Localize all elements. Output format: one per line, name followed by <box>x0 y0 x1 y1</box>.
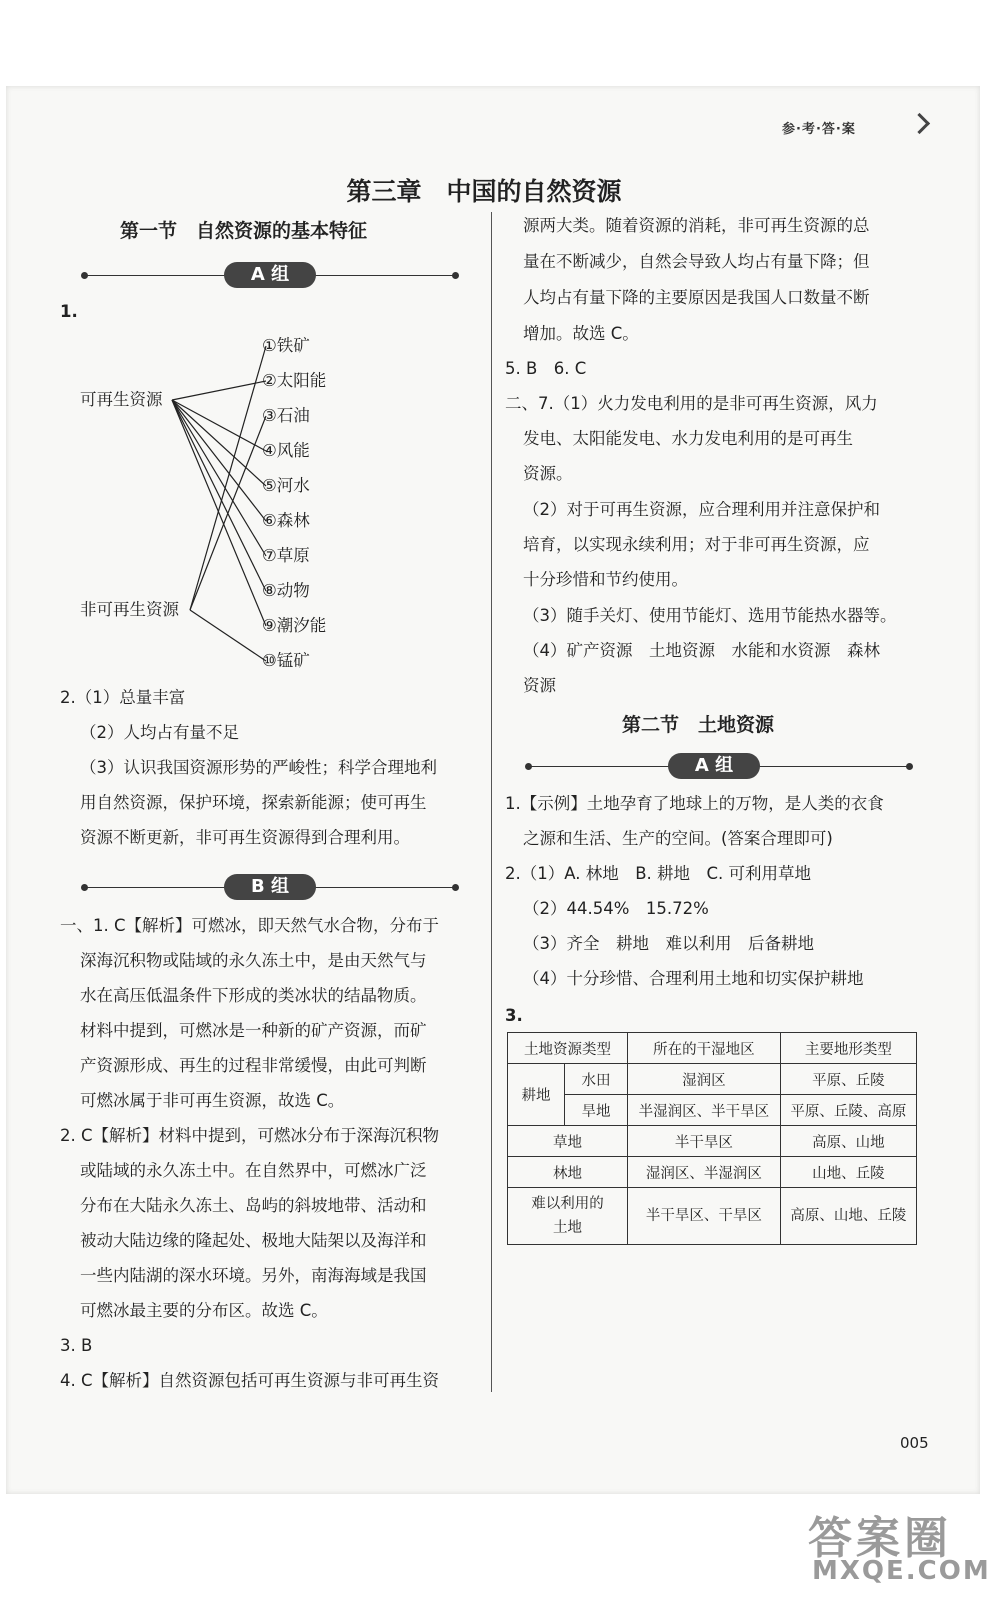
table-row <box>508 1126 917 1157</box>
table-row <box>508 1157 917 1188</box>
s2-line: 1.【示例】土地孕育了地球上的万物，是人类的衣食 <box>505 794 884 813</box>
table-cell: 平原、丘陵、高原 <box>780 1095 916 1126</box>
item-7: ⑦草原 <box>262 546 310 565</box>
table-header: 土地资源类型 <box>508 1033 628 1064</box>
line-nonrenew-10 <box>190 610 266 661</box>
item-6: ⑥森林 <box>262 511 310 530</box>
r-line: （3）随手关灯、使用节能灯、选用节能热水器等。 <box>523 606 897 625</box>
group-a-badge: A 组 <box>224 262 316 288</box>
label-nonrenewable: 非可再生资源 <box>80 600 179 619</box>
s2-line: （4）十分珍惜、合理利用土地和切实保护耕地 <box>523 969 864 988</box>
line-renew-6 <box>172 400 266 521</box>
b-line: 被动大陆边缘的隆起处、极地大陆架以及海洋和 <box>80 1231 427 1250</box>
b-line: 可燃冰最主要的分布区。故选 C。 <box>80 1301 328 1320</box>
table-header-row <box>508 1033 917 1064</box>
table-cell: 湿润区、半湿润区 <box>628 1157 781 1188</box>
b-line: 4. C【解析】自然资源包括可再生资源与非可再生资 <box>60 1371 440 1390</box>
r-line: 5. B 6. C <box>505 359 587 378</box>
item-2: ②太阳能 <box>262 371 327 390</box>
b-line: 2. C【解析】材料中提到，可燃冰分布于深海沉积物 <box>60 1126 440 1145</box>
r-line: 源两大类。随着资源的消耗，非可再生资源的总 <box>523 216 870 235</box>
table-cell: 难以利用的土地 <box>508 1188 628 1245</box>
r-line: 量在不断减少，自然会导致人均占有量下降；但 <box>523 252 870 271</box>
line-renew-8 <box>172 400 266 591</box>
table-header: 主要地形类型 <box>780 1033 916 1064</box>
table-cell: 旱地 <box>565 1095 628 1126</box>
b-line: 或陆域的永久冻土中。在自然界中，可燃冰广泛 <box>80 1161 427 1180</box>
s2-line: 之源和生活、生产的空间。(答案合理即可) <box>523 829 833 848</box>
q1-number: 1. <box>60 302 78 321</box>
s2-line: （3）齐全 耕地 难以利用 后备耕地 <box>523 934 814 953</box>
q2-line: 用自然资源，保护环境，探索新能源；使可再生 <box>80 793 427 812</box>
r-line: 十分珍惜和节约使用。 <box>523 570 688 589</box>
item-5: ⑤河水 <box>262 476 310 495</box>
line-renew-9 <box>172 400 266 626</box>
q2-line: （2）人均占有量不足 <box>80 723 239 742</box>
item-4: ④风能 <box>262 441 310 460</box>
table-cell: 林地 <box>508 1157 628 1188</box>
item-3: ③石油 <box>262 406 310 425</box>
table-cell: 平原、丘陵 <box>780 1064 916 1095</box>
watermark-logo: 答案圈 <box>808 1513 952 1564</box>
item-1: ①铁矿 <box>262 336 310 355</box>
r-line: 资源 <box>523 676 556 695</box>
item-9: ⑨潮汐能 <box>262 616 327 635</box>
b-line: 产资源形成、再生的过程非常缓慢，由此可判断 <box>80 1056 427 1075</box>
table-cell: 高原、山地 <box>780 1126 916 1157</box>
r-line: 发电、太阳能发电、水力发电利用的是可再生 <box>523 429 853 448</box>
b-line: 深海沉积物或陆域的永久冻土中，是由天然气与 <box>80 951 427 970</box>
section2-title: 第二节 土地资源 <box>622 714 775 736</box>
line-renew-2 <box>172 381 266 400</box>
page-number: 005 <box>900 1434 929 1452</box>
q2-line: （3）认识我国资源形势的严峻性；科学合理地利 <box>80 758 437 777</box>
table-cell: 高原、山地、丘陵 <box>780 1188 916 1245</box>
r-line: （2）对于可再生资源，应合理利用并注意保护和 <box>523 500 880 519</box>
table-cell: 草地 <box>508 1126 628 1157</box>
watermark-url: MXQE.COM <box>812 1556 991 1586</box>
b-line: 3. B <box>60 1336 93 1355</box>
table-cell: 水田 <box>565 1064 628 1095</box>
r-line: 二、7.（1）火力发电利用的是非可再生资源，风力 <box>505 394 878 413</box>
s2-line: 3. <box>505 1006 523 1025</box>
r-line: 资源。 <box>523 464 573 483</box>
table-row <box>508 1095 917 1126</box>
r-line: 培育，以实现永续利用；对于非可再生资源，应 <box>523 535 870 554</box>
b-line: 一些内陆湖的深水环境。另外，南海海域是我国 <box>80 1266 427 1285</box>
r-line: 人均占有量下降的主要原因是我国人口数量不断 <box>523 288 870 307</box>
header-tag: 参·考·答·案 <box>782 122 856 137</box>
table-header: 所在的干湿地区 <box>628 1033 781 1064</box>
group-a2-badge: A 组 <box>668 753 760 779</box>
s2-line: 2.（1）A. 林地 B. 耕地 C. 可利用草地 <box>505 864 812 883</box>
b-line: 一、1. C【解析】可燃冰，即天然气水合物，分布于 <box>60 916 440 935</box>
b-line: 分布在大陆永久冻土、岛屿的斜坡地带、活动和 <box>80 1196 427 1215</box>
b-line: 材料中提到，可燃冰是一种新的矿产资源，而矿 <box>80 1021 427 1040</box>
table-cell: 耕地 <box>508 1064 565 1126</box>
line-renew-7 <box>172 400 266 556</box>
item-10: ⑩锰矿 <box>262 651 310 670</box>
table-cell: 半湿润区、半干旱区 <box>628 1095 781 1126</box>
line-nonrenew-3 <box>190 416 266 610</box>
line-nonrenew-1 <box>190 346 266 610</box>
table-row <box>508 1188 917 1245</box>
b-line: 可燃冰属于非可再生资源，故选 C。 <box>80 1091 345 1110</box>
chapter-title: 第三章 中国的自然资源 <box>346 177 622 206</box>
matching-lines <box>170 330 270 670</box>
q2-line: 2.（1）总量丰富 <box>60 688 186 707</box>
b-line: 水在高压低温条件下形成的类冰状的结晶物质。 <box>80 986 427 1005</box>
table-cell: 湿润区 <box>628 1064 781 1095</box>
r-line: （4）矿产资源 土地资源 水能和水资源 森林 <box>523 641 880 660</box>
table-cell: 山地、丘陵 <box>780 1157 916 1188</box>
table-row <box>508 1064 917 1095</box>
item-8: ⑧动物 <box>262 581 310 600</box>
q2-line: 资源不断更新，非可再生资源得到合理利用。 <box>80 828 410 847</box>
r-line: 增加。故选 C。 <box>523 324 639 343</box>
s2-line: （2）44.54% 15.72% <box>523 899 709 918</box>
column-separator <box>491 212 492 1392</box>
table-cell: 半干旱区、干旱区 <box>628 1188 781 1245</box>
label-renewable: 可再生资源 <box>80 390 163 409</box>
section1-title: 第一节 自然资源的基本特征 <box>120 220 368 242</box>
table-cell: 半干旱区 <box>628 1126 781 1157</box>
group-b-badge: B 组 <box>224 874 316 900</box>
land-resource-table <box>507 1032 917 1245</box>
